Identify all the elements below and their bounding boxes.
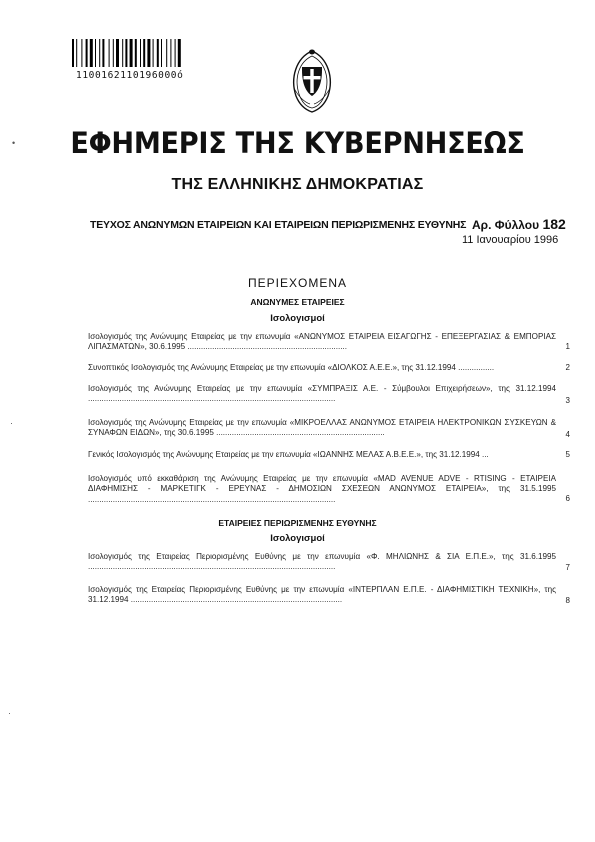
barcode-bar xyxy=(86,39,88,67)
sheet-label: Αρ. Φύλλου xyxy=(472,218,540,232)
toc-entry: Γενικός Ισολογισμός της Ανώνυμης Εταιρείας με την επωνυμία «ΙΩΑΝΝΗΣ ΜΕΛΑΣ Α.Β.Ε.Ε.», της 31.12.1994 ... xyxy=(88,450,489,459)
barcode-bar xyxy=(130,39,133,67)
barcode-bar xyxy=(102,39,104,67)
scan-speck: · xyxy=(8,708,11,718)
toc-page-number: 5 xyxy=(565,450,570,459)
sheet-number-value: 182 xyxy=(542,216,566,232)
barcode-bar xyxy=(178,39,181,67)
barcode-bar xyxy=(157,39,159,67)
barcode-bar xyxy=(147,39,150,67)
toc-entry: Ισολογισμός της Ανώνυμης Εταιρείας με την επωνυμία «ΑΝΩΝΥΜΟΣ ΕΤΑΙΡΕΙΑ ΕΙΣΑΓΩΓΗΣ - ΕΠΕΞΕΡΓΑΣΙΑΣ & ΕΜΠΟΡΙΑΣ ΛΙΠΑΣΜΑΤΩΝ», 30.6.1995 ....................................................................... xyxy=(88,332,556,352)
toc-entry: Ισολογισμός της Εταιρείας Περιορισμένης Ευθύνης με την επωνυμία «ΙΝΤΕΡΠΛΑΝ Ε.Π.Ε. - ΔΙΑΦΗΜΙΣΤΙΚΗ ΤΕΧΝΙΚΗ», της 31.12.1994 .............................................................................................. xyxy=(88,585,556,605)
barcode-bar xyxy=(140,39,141,67)
toc-page-number: 3 xyxy=(565,396,570,405)
barcode-bar xyxy=(161,39,162,67)
barcode-bar xyxy=(72,39,74,67)
barcode-bar xyxy=(143,39,145,67)
barcode-bar xyxy=(109,39,110,67)
sheet-number xyxy=(472,216,566,232)
toc-page-number: 2 xyxy=(565,363,570,372)
greek-coat-of-arms-emblem xyxy=(286,48,338,114)
barcode-bar xyxy=(81,39,82,67)
barcode-bar xyxy=(99,39,100,67)
barcode-bar xyxy=(175,39,176,67)
barcode-bar xyxy=(116,39,119,67)
section-subtitle-epe: Ισολογισμοί xyxy=(270,533,325,544)
barcode-bar xyxy=(170,39,171,67)
barcode-bar xyxy=(76,39,77,67)
contents-heading: ΠΕΡΙΕΧΟΜΕΝΑ xyxy=(247,276,348,290)
section-title-epe: ΕΤΑΙΡΕΙΕΣ ΠΕΡΙΩΡΙΣΜΕΝΗΣ ΕΥΘΥΝΗΣ xyxy=(218,518,377,528)
toc-page-number: 8 xyxy=(565,596,570,605)
barcode-number: 1100162110196000ó xyxy=(76,70,184,81)
gazette-title: ΕΦΗΜΕΡΙΣ ΤΗΣ ΚΥΒΕΡΝΗΣΕΩΣ xyxy=(70,126,525,160)
issue-date: 11 Ιανουαρίου 1996 xyxy=(462,234,559,246)
barcode-bar xyxy=(113,39,114,67)
toc-page-number: 1 xyxy=(565,342,570,351)
barcode-bar xyxy=(122,39,123,67)
toc-page-number: 6 xyxy=(565,494,570,503)
gazette-subtitle: ΤΗΣ ΕΛΛΗΝΙΚΗΣ ΔΗΜΟΚΡΑΤΙΑΣ xyxy=(171,176,424,193)
barcode-bar xyxy=(125,39,127,67)
toc-entry: Ισολογισμός της Ανώνυμης Εταιρείας με την επωνυμία «ΣΥΜΠΡΑΞΙΣ Α.Ε. - Σύμβουλοι Επιχειρήσεων», της 31.12.1994 .............................................................................................................. xyxy=(88,384,556,404)
toc-entry: Συνοπτικός Ισολογισμός της Ανώνυμης Εταιρείας με την επωνυμία «ΔΙΟΛΚΟΣ Α.Ε.Ε.», της 31.12.1994 ................ xyxy=(88,363,495,372)
toc-entry: Ισολογισμός της Εταιρείας Περιορισμένης Ευθύνης με την επωνυμία «Φ. ΜΗΛΙΩΝΗΣ & ΣΙΑ Ε.Π.Ε.», της 31.6.1995 .............................................................................................................. xyxy=(88,552,556,572)
toc-page-number: 4 xyxy=(565,430,570,439)
scan-speck: • xyxy=(12,138,16,148)
barcode-bar xyxy=(153,39,154,67)
barcode-bar xyxy=(135,39,137,67)
barcode xyxy=(72,39,206,67)
toc-entry: Ισολογισμός της Ανώνυμης Εταιρείας με την επωνυμία «ΜΙΚΡΟΕΛΛΑΣ ΑΝΩΝΥΜΟΣ ΕΤΑΙΡΕΙΑ ΗΛΕΚΤΡΟΝΙΚΩΝ ΣΥΣΚΕΥΩΝ & ΣΥΝΑΦΩΝ ΕΙΔΩΝ», της 30.6.1995 ........................................................................... xyxy=(88,418,556,438)
issue-type: ΤΕΥΧΟΣ ΑΝΩΝΥΜΩΝ ΕΤΑΙΡΕΙΩΝ ΚΑΙ ΕΤΑΙΡΕΙΩΝ ΠΕΡΙΩΡΙΣΜΕΝΗΣ ΕΥΘΥΝΗΣ xyxy=(90,219,467,231)
toc-page-number: 7 xyxy=(565,563,570,572)
barcode-bar xyxy=(95,39,96,67)
barcode-bar xyxy=(90,39,93,67)
barcode-bar xyxy=(166,39,167,67)
toc-entry: Ισολογισμός υπό εκκαθάριση της Ανώνυμης Εταιρείας με την επωνυμία «MAD AVENUE ADVE - RTISING - ΕΤΑΙΡΕΙΑ ΔΙΑΦΗΜΙΣΗΣ - ΜΑΡΚΕΤΙΓΚ - ΕΡΕΥΝΑΣ - ΔΗΜΟΣΙΩΝ ΣΧΕΣΕΩΝ ΑΝΩΝΥΜΟΣ ΕΤΑΙΡΕΙΑ», της 31.5.1995 .............................................................................................................. xyxy=(88,474,556,504)
section-subtitle-ae: Ισολογισμοί xyxy=(270,313,325,324)
section-title-ae: ΑΝΩΝΥΜΕΣ ΕΤΑΙΡΕΙΕΣ xyxy=(250,297,345,307)
scan-speck: · xyxy=(10,418,13,428)
